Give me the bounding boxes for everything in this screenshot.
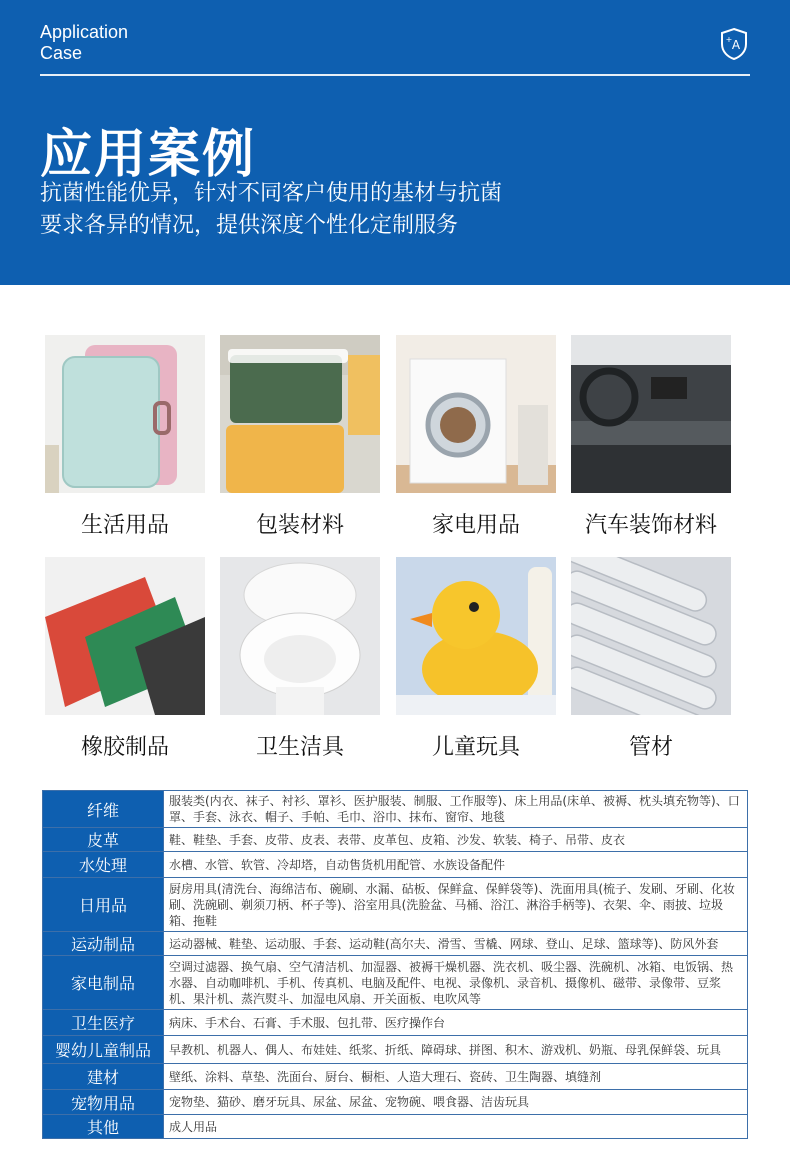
svg-text:+: + <box>725 35 733 44</box>
subtitle-line-2: 要求各异的情况，提供深度个性化定制服务 <box>40 213 459 238</box>
row-category: 水处理 <box>43 852 164 878</box>
table-row <box>43 852 748 878</box>
page-subtitle <box>40 178 740 242</box>
car-interior-photo <box>571 335 731 493</box>
rubber-duck-photo <box>396 557 556 715</box>
category-label-appliance: 家电用品 <box>431 513 520 538</box>
category-label-life: 生活用品 <box>80 513 169 538</box>
shield-icon <box>719 27 749 61</box>
shield-badge-text: A <box>731 38 741 52</box>
row-category: 宠物用品 <box>43 1090 164 1115</box>
row-category: 婴幼儿童制品 <box>43 1036 164 1064</box>
header-divider <box>40 74 750 76</box>
toilet-photo <box>220 557 380 715</box>
table-row <box>43 1064 748 1090</box>
application-table <box>42 790 748 1139</box>
row-items: 水槽、水管、软管、冷却塔，自动售货机用配管、水族设备配件 <box>164 852 748 878</box>
storage-box-photo <box>220 335 380 493</box>
row-items: 鞋、鞋垫、手套、皮带、皮表、表带、皮革包、皮箱、沙发、软装、椅子、吊带、皮衣 <box>164 828 748 852</box>
row-items: 空调过滤器、换气扇、空气清洁机、加湿器、被褥干燥机器、洗衣机、吸尘器、洗碗机、冰箱、电饭锅、热水器、自动咖啡机、手机、传真机、电脑及配件、电视、录像机、录音机、摄像机、磁带、录像带、豆浆机、果汁机、蒸汽熨斗、加湿电风扇、开关面板、电吹风等 <box>164 956 748 1010</box>
category-label-packaging: 包装材料 <box>255 513 344 538</box>
table-row <box>43 1036 748 1064</box>
row-category: 皮革 <box>43 828 164 852</box>
pipes-photo <box>571 557 731 715</box>
table-row <box>43 1010 748 1036</box>
page-title: 应用案例 <box>40 125 257 185</box>
category-label-auto: 汽车装饰材料 <box>584 513 717 538</box>
row-category: 卫生医疗 <box>43 1010 164 1036</box>
category-label-sanitary: 卫生洁具 <box>255 735 344 760</box>
row-items: 壁纸、涂料、草垫、洗面台、厨台、橱柜、人造大理石、瓷砖、卫生陶器、填缝剂 <box>164 1064 748 1090</box>
hero-banner <box>0 0 790 285</box>
table-row <box>43 932 748 956</box>
row-category: 其他 <box>43 1115 164 1139</box>
row-items: 服装类(内衣、袜子、衬衫、罩衫、医护服装、制服、工作服等)、床上用品(床单、被褥、枕头填充物等)、口罩、手套、泳衣、帽子、手帕、毛巾、浴巾、抹布、窗帘、地毯 <box>164 791 748 828</box>
subtitle-line-1: 抗菌性能优异，针对不同客户使用的基材与抗菌 <box>40 181 503 206</box>
table-row <box>43 791 748 828</box>
row-items: 早教机、机器人、偶人、布娃娃、纸浆、折纸、障碍球、拼图、积木、游戏机、奶瓶、母乳保鲜袋、玩具 <box>164 1036 748 1064</box>
row-category: 纤维 <box>43 791 164 828</box>
category-label-rubber: 橡胶制品 <box>80 735 169 760</box>
english-title: Application Case <box>40 22 129 63</box>
table-row <box>43 878 748 932</box>
row-category: 建材 <box>43 1064 164 1090</box>
row-items: 宠物垫、猫砂、磨牙玩具、尿盆、尿盆、宠物碗、喂食器、洁齿玩具 <box>164 1090 748 1115</box>
category-label-toys: 儿童玩具 <box>431 735 520 760</box>
row-items: 病床、手术台、石膏、手术服、包扎带、医疗操作台 <box>164 1010 748 1036</box>
row-category: 运动制品 <box>43 932 164 956</box>
row-category: 家电制品 <box>43 956 164 1010</box>
table-row <box>43 828 748 852</box>
row-items: 成人用品 <box>164 1115 748 1139</box>
category-label-pipes: 管材 <box>628 735 673 760</box>
row-category: 日用品 <box>43 878 164 932</box>
rubber-sheet-photo <box>45 557 205 715</box>
row-items: 厨房用具(清洗台、海绵洁布、碗刷、水漏、砧板、保鲜盒、保鲜袋等)、洗面用具(梳子、发刷、牙刷、化妆刷、洗碗刷、剃须刀柄、杯子等)、浴室用具(洗脸盆、马桶、浴江、淋浴手柄等)、衣架、伞、雨披、垃圾箱、拖鞋 <box>164 878 748 932</box>
table-row <box>43 1090 748 1115</box>
washing-machine-photo <box>396 335 556 493</box>
table-row <box>43 956 748 1010</box>
cutting-board-photo <box>45 335 205 493</box>
row-items: 运动器械、鞋垫、运动服、手套、运动鞋(高尔夫、滑雪、雪橇、网球、登山、足球、篮球等)、防风外套 <box>164 932 748 956</box>
table-row <box>43 1115 748 1139</box>
